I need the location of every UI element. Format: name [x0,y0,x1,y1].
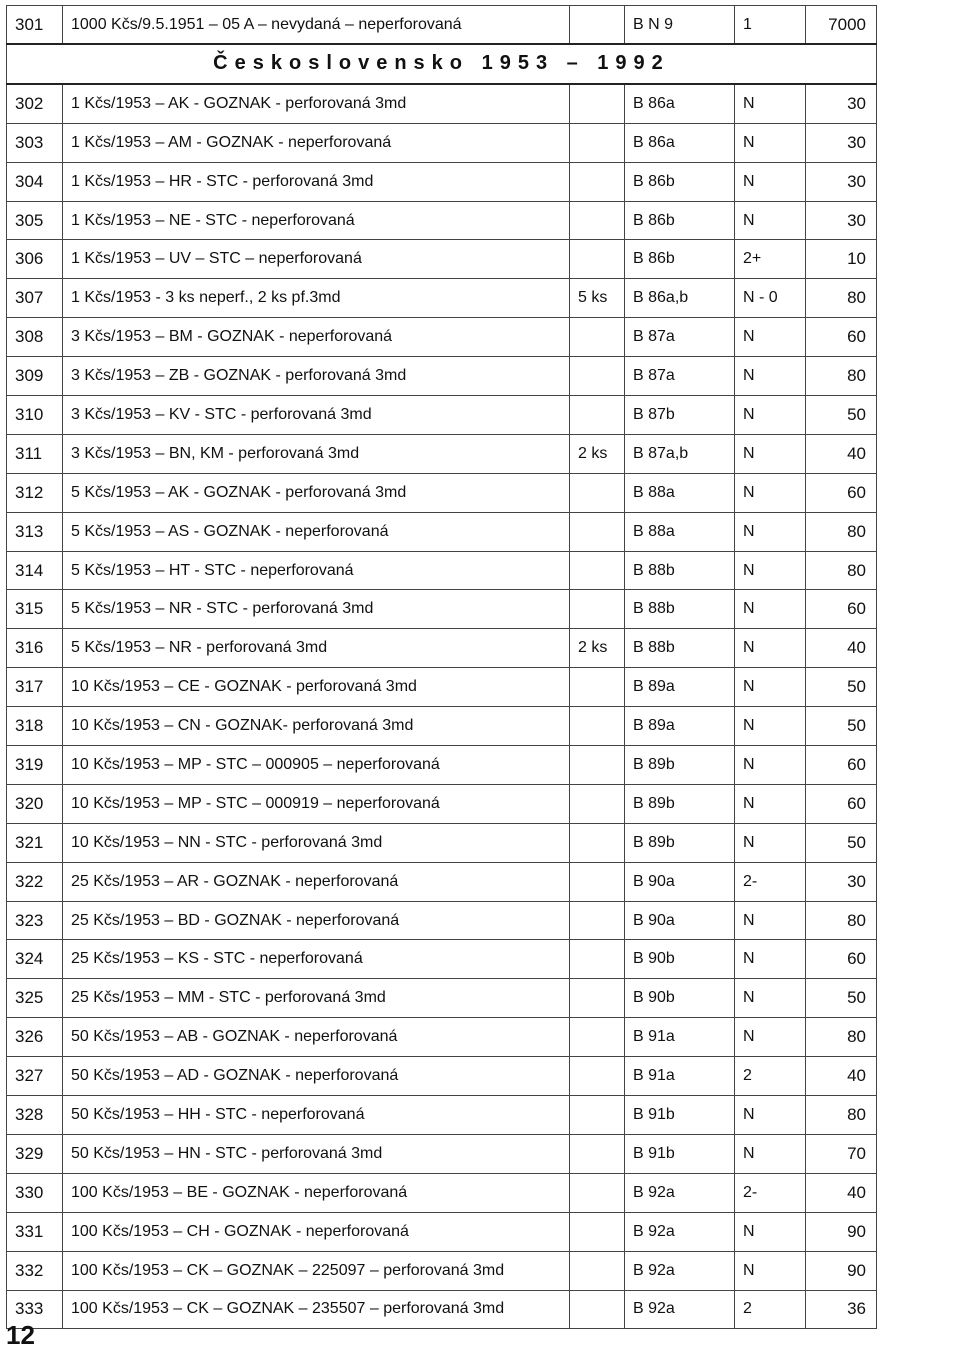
lot-price: 80 [806,1096,877,1135]
lot-number: 309 [7,357,63,396]
lot-price: 30 [806,123,877,162]
lot-grade: N [735,823,806,862]
lot-grade: 1 [735,6,806,45]
lot-quantity [570,668,625,707]
lot-description: 50 Kčs/1953 – HN - STC - perforovaná 3md [63,1134,570,1173]
lot-quantity [570,1134,625,1173]
lot-quantity [570,512,625,551]
lot-price: 80 [806,1018,877,1057]
lot-quantity [570,1290,625,1329]
lot-price: 7000 [806,6,877,45]
lot-number: 327 [7,1057,63,1096]
lot-catalog-ref: B 87b [625,396,735,435]
lot-price: 40 [806,434,877,473]
lot-number: 308 [7,318,63,357]
lot-catalog-ref: B 91b [625,1096,735,1135]
lot-quantity [570,784,625,823]
table-row [7,84,877,123]
lot-quantity [570,84,625,123]
lot-description: 10 Kčs/1953 – NN - STC - perforovaná 3md [63,823,570,862]
lot-catalog-ref: B 90b [625,979,735,1018]
table-row [7,1251,877,1290]
page-number: 12 [6,1320,35,1350]
table-row [7,6,877,45]
lot-grade: N [735,123,806,162]
table-row [7,629,877,668]
lot-grade: N [735,784,806,823]
table-row [7,707,877,746]
lot-price: 50 [806,396,877,435]
catalog-table-body [7,6,877,1329]
lot-grade: N [735,707,806,746]
lot-number: 315 [7,590,63,629]
lot-number: 321 [7,823,63,862]
catalog-table [6,5,877,1329]
table-row [7,512,877,551]
lot-quantity [570,1096,625,1135]
lot-number: 316 [7,629,63,668]
lot-catalog-ref: B 88a [625,512,735,551]
lot-price: 50 [806,668,877,707]
lot-quantity [570,1173,625,1212]
lot-number: 326 [7,1018,63,1057]
lot-quantity [570,979,625,1018]
lot-price: 50 [806,979,877,1018]
lot-number: 332 [7,1251,63,1290]
lot-price: 80 [806,901,877,940]
lot-catalog-ref: B 89b [625,823,735,862]
lot-quantity [570,162,625,201]
table-row [7,823,877,862]
lot-description: 1000 Kčs/9.5.1951 – 05 A – nevydaná – neperforovaná [63,6,570,45]
lot-number: 306 [7,240,63,279]
table-row [7,551,877,590]
table-row [7,201,877,240]
lot-catalog-ref: B 88b [625,551,735,590]
lot-description: 3 Kčs/1953 – ZB - GOZNAK - perforovaná 3md [63,357,570,396]
lot-price: 90 [806,1212,877,1251]
lot-grade: N [735,940,806,979]
lot-price: 60 [806,940,877,979]
lot-catalog-ref: B 92a [625,1173,735,1212]
lot-number: 322 [7,862,63,901]
lot-price: 80 [806,512,877,551]
lot-price: 60 [806,473,877,512]
lot-price: 50 [806,707,877,746]
lot-description: 1 Kčs/1953 – UV – STC – neperforovaná [63,240,570,279]
lot-catalog-ref: B 88b [625,590,735,629]
lot-price: 80 [806,357,877,396]
lot-grade: N - 0 [735,279,806,318]
lot-description: 50 Kčs/1953 – AD - GOZNAK - neperforovaná [63,1057,570,1096]
lot-quantity [570,901,625,940]
lot-description: 1 Kčs/1953 – AK - GOZNAK - perforovaná 3md [63,84,570,123]
lot-quantity [570,201,625,240]
lot-description: 1 Kčs/1953 – AM - GOZNAK - neperforovaná [63,123,570,162]
lot-price: 60 [806,318,877,357]
lot-number: 311 [7,434,63,473]
lot-catalog-ref: B 89a [625,707,735,746]
lot-catalog-ref: B 92a [625,1212,735,1251]
table-row [7,1057,877,1096]
lot-price: 30 [806,201,877,240]
lot-catalog-ref: B 86b [625,240,735,279]
lot-description: 10 Kčs/1953 – CE - GOZNAK - perforovaná 3md [63,668,570,707]
lot-grade: N [735,668,806,707]
lot-quantity: 2 ks [570,629,625,668]
lot-quantity [570,551,625,590]
lot-grade: N [735,434,806,473]
lot-description: 1 Kčs/1953 – NE - STC - neperforovaná [63,201,570,240]
table-row [7,668,877,707]
lot-quantity [570,1212,625,1251]
table-row [7,1134,877,1173]
lot-quantity [570,862,625,901]
lot-grade: 2- [735,1173,806,1212]
lot-number: 329 [7,1134,63,1173]
lot-grade: N [735,318,806,357]
lot-quantity [570,357,625,396]
lot-quantity [570,6,625,45]
table-row [7,396,877,435]
table-row [7,1290,877,1329]
table-row [7,784,877,823]
lot-number: 325 [7,979,63,1018]
lot-price: 36 [806,1290,877,1329]
lot-description: 100 Kčs/1953 – CK – GOZNAK – 225097 – perforovaná 3md [63,1251,570,1290]
lot-quantity: 5 ks [570,279,625,318]
lot-number: 304 [7,162,63,201]
table-row [7,979,877,1018]
lot-catalog-ref: B 87a,b [625,434,735,473]
lot-number: 317 [7,668,63,707]
lot-price: 10 [806,240,877,279]
lot-grade: N [735,512,806,551]
lot-price: 30 [806,162,877,201]
lot-grade: N [735,1134,806,1173]
lot-price: 70 [806,1134,877,1173]
table-row [7,473,877,512]
lot-catalog-ref: B N 9 [625,6,735,45]
lot-quantity [570,746,625,785]
lot-grade: N [735,396,806,435]
lot-price: 30 [806,862,877,901]
lot-quantity [570,240,625,279]
lot-grade: 2+ [735,240,806,279]
lot-description: 25 Kčs/1953 – MM - STC - perforovaná 3md [63,979,570,1018]
lot-catalog-ref: B 87a [625,357,735,396]
table-row [7,318,877,357]
lot-price: 30 [806,84,877,123]
table-row [7,862,877,901]
lot-catalog-ref: B 92a [625,1290,735,1329]
lot-description: 3 Kčs/1953 – KV - STC - perforovaná 3md [63,396,570,435]
lot-grade: N [735,473,806,512]
table-row [7,590,877,629]
lot-catalog-ref: B 91b [625,1134,735,1173]
lot-catalog-ref: B 88b [625,629,735,668]
lot-catalog-ref: B 87a [625,318,735,357]
lot-description: 10 Kčs/1953 – MP - STC – 000919 – neperforovaná [63,784,570,823]
lot-price: 80 [806,279,877,318]
lot-quantity [570,123,625,162]
lot-grade: N [735,1018,806,1057]
table-row [7,279,877,318]
lot-description: 1 Kčs/1953 - 3 ks neperf., 2 ks pf.3md [63,279,570,318]
lot-description: 25 Kčs/1953 – KS - STC - neperforovaná [63,940,570,979]
table-row [7,434,877,473]
lot-grade: N [735,901,806,940]
lot-quantity [570,473,625,512]
lot-description: 1 Kčs/1953 – HR - STC - perforovaná 3md [63,162,570,201]
lot-grade: N [735,629,806,668]
lot-catalog-ref: B 90b [625,940,735,979]
lot-grade: N [735,590,806,629]
lot-grade: N [735,746,806,785]
lot-grade: N [735,1212,806,1251]
lot-number: 320 [7,784,63,823]
lot-catalog-ref: B 90a [625,862,735,901]
lot-price: 50 [806,823,877,862]
table-row [7,746,877,785]
lot-price: 80 [806,551,877,590]
lot-description: 10 Kčs/1953 – CN - GOZNAK- perforovaná 3md [63,707,570,746]
lot-catalog-ref: B 92a [625,1251,735,1290]
table-row [7,940,877,979]
lot-catalog-ref: B 89b [625,784,735,823]
lot-number: 330 [7,1173,63,1212]
table-row [7,357,877,396]
lot-description: 100 Kčs/1953 – BE - GOZNAK - neperforovaná [63,1173,570,1212]
lot-number: 331 [7,1212,63,1251]
lot-catalog-ref: B 88a [625,473,735,512]
lot-description: 5 Kčs/1953 – HT - STC - neperforovaná [63,551,570,590]
lot-description: 25 Kčs/1953 – AR - GOZNAK - neperforovaná [63,862,570,901]
lot-quantity [570,396,625,435]
lot-description: 50 Kčs/1953 – AB - GOZNAK - neperforovaná [63,1018,570,1057]
table-row [7,901,877,940]
table-row [7,1173,877,1212]
lot-description: 50 Kčs/1953 – HH - STC - neperforovaná [63,1096,570,1135]
lot-catalog-ref: B 86b [625,162,735,201]
lot-catalog-ref: B 90a [625,901,735,940]
lot-description: 25 Kčs/1953 – BD - GOZNAK - neperforovaná [63,901,570,940]
lot-quantity [570,318,625,357]
lot-price: 40 [806,629,877,668]
lot-price: 60 [806,590,877,629]
lot-quantity [570,590,625,629]
lot-description: 100 Kčs/1953 – CK – GOZNAK – 235507 – perforovaná 3md [63,1290,570,1329]
lot-grade: 2 [735,1290,806,1329]
section-title: Československo 1953 – 1992 [7,44,877,84]
lot-description: 5 Kčs/1953 – NR - STC - perforovaná 3md [63,590,570,629]
lot-grade: N [735,357,806,396]
lot-number: 323 [7,901,63,940]
lot-quantity: 2 ks [570,434,625,473]
lot-price: 90 [806,1251,877,1290]
lot-number: 313 [7,512,63,551]
table-row [7,123,877,162]
lot-catalog-ref: B 89a [625,668,735,707]
lot-catalog-ref: B 91a [625,1057,735,1096]
lot-price: 40 [806,1173,877,1212]
lot-catalog-ref: B 86a,b [625,279,735,318]
table-row [7,1096,877,1135]
lot-number: 318 [7,707,63,746]
lot-number: 305 [7,201,63,240]
lot-number: 333 [7,1290,63,1329]
lot-quantity [570,823,625,862]
lot-description: 5 Kčs/1953 – NR - perforovaná 3md [63,629,570,668]
lot-quantity [570,1057,625,1096]
lot-number: 302 [7,84,63,123]
table-row [7,240,877,279]
lot-description: 3 Kčs/1953 – BM - GOZNAK - neperforovaná [63,318,570,357]
lot-description: 3 Kčs/1953 – BN, KM - perforovaná 3md [63,434,570,473]
lot-quantity [570,1251,625,1290]
lot-number: 328 [7,1096,63,1135]
lot-grade: N [735,979,806,1018]
lot-catalog-ref: B 86a [625,123,735,162]
lot-number: 312 [7,473,63,512]
lot-number: 303 [7,123,63,162]
table-row [7,162,877,201]
lot-catalog-ref: B 91a [625,1018,735,1057]
table-row [7,1018,877,1057]
lot-grade: N [735,162,806,201]
lot-description: 100 Kčs/1953 – CH - GOZNAK - neperforovaná [63,1212,570,1251]
lot-quantity [570,940,625,979]
lot-number: 307 [7,279,63,318]
lot-grade: N [735,84,806,123]
lot-number: 314 [7,551,63,590]
lot-number: 324 [7,940,63,979]
lot-grade: N [735,551,806,590]
section-heading-row [7,44,877,84]
lot-number: 319 [7,746,63,785]
lot-grade: 2 [735,1057,806,1096]
lot-grade: N [735,1251,806,1290]
lot-price: 40 [806,1057,877,1096]
lot-number: 310 [7,396,63,435]
lot-description: 5 Kčs/1953 – AS - GOZNAK - neperforovaná [63,512,570,551]
table-row [7,1212,877,1251]
lot-number: 301 [7,6,63,45]
lot-quantity [570,1018,625,1057]
lot-grade: N [735,1096,806,1135]
lot-catalog-ref: B 86b [625,201,735,240]
lot-catalog-ref: B 86a [625,84,735,123]
lot-catalog-ref: B 89b [625,746,735,785]
lot-description: 10 Kčs/1953 – MP - STC – 000905 – neperforovaná [63,746,570,785]
lot-description: 5 Kčs/1953 – AK - GOZNAK - perforovaná 3md [63,473,570,512]
lot-grade: N [735,201,806,240]
lot-price: 60 [806,746,877,785]
lot-quantity [570,707,625,746]
lot-grade: 2- [735,862,806,901]
lot-price: 60 [806,784,877,823]
